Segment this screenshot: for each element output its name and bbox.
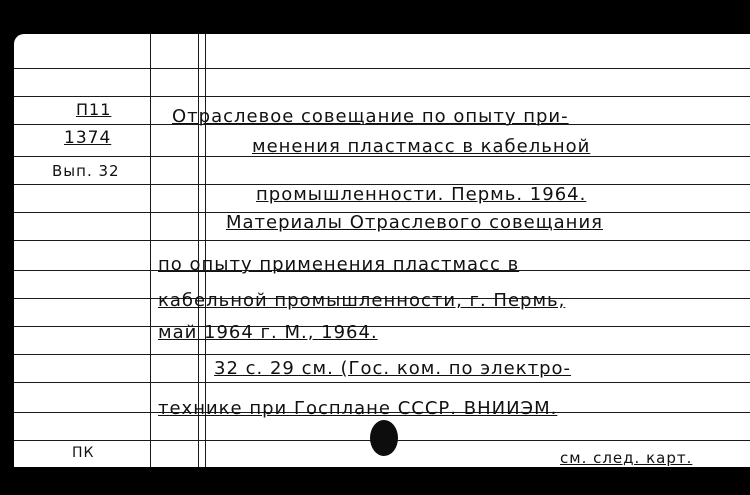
issue-number: Вып. 32 [52, 162, 120, 180]
ruled-line [14, 240, 750, 241]
body-line-5: 32 с. 29 см. (Гос. ком. по электро- [214, 358, 572, 379]
body-line-4: май 1964 г. М., 1964. [158, 322, 378, 343]
body-line-6: технике при Госплане СССР. ВНИИЭМ. [158, 398, 558, 419]
ruled-line [14, 354, 750, 355]
title-line-2: менения пластмасс в кабельной [252, 136, 591, 157]
body-line-2: по опыту применения пластмасс в [158, 254, 520, 275]
margin-line [150, 34, 151, 467]
bottom-mark: ПК [72, 445, 95, 461]
body-line-3: кабельной промышленности, г. Пермь, [158, 290, 566, 311]
ruled-line [14, 382, 750, 383]
ruled-line [14, 326, 750, 327]
card-number: 1374 [64, 128, 112, 148]
body-line-1: Материалы Отраслевого совещания [226, 212, 603, 233]
title-line-3: промышленности. Пермь. 1964. [256, 184, 587, 205]
punch-hole [370, 420, 398, 456]
ruled-line [14, 96, 750, 97]
ruled-line [14, 68, 750, 69]
catalog-card [14, 34, 750, 467]
shelf-code: П11 [76, 100, 112, 119]
title-line-1: Отраслевое совещание по опыту при- [172, 106, 569, 127]
continued-note: см. след. карт. [560, 449, 693, 467]
